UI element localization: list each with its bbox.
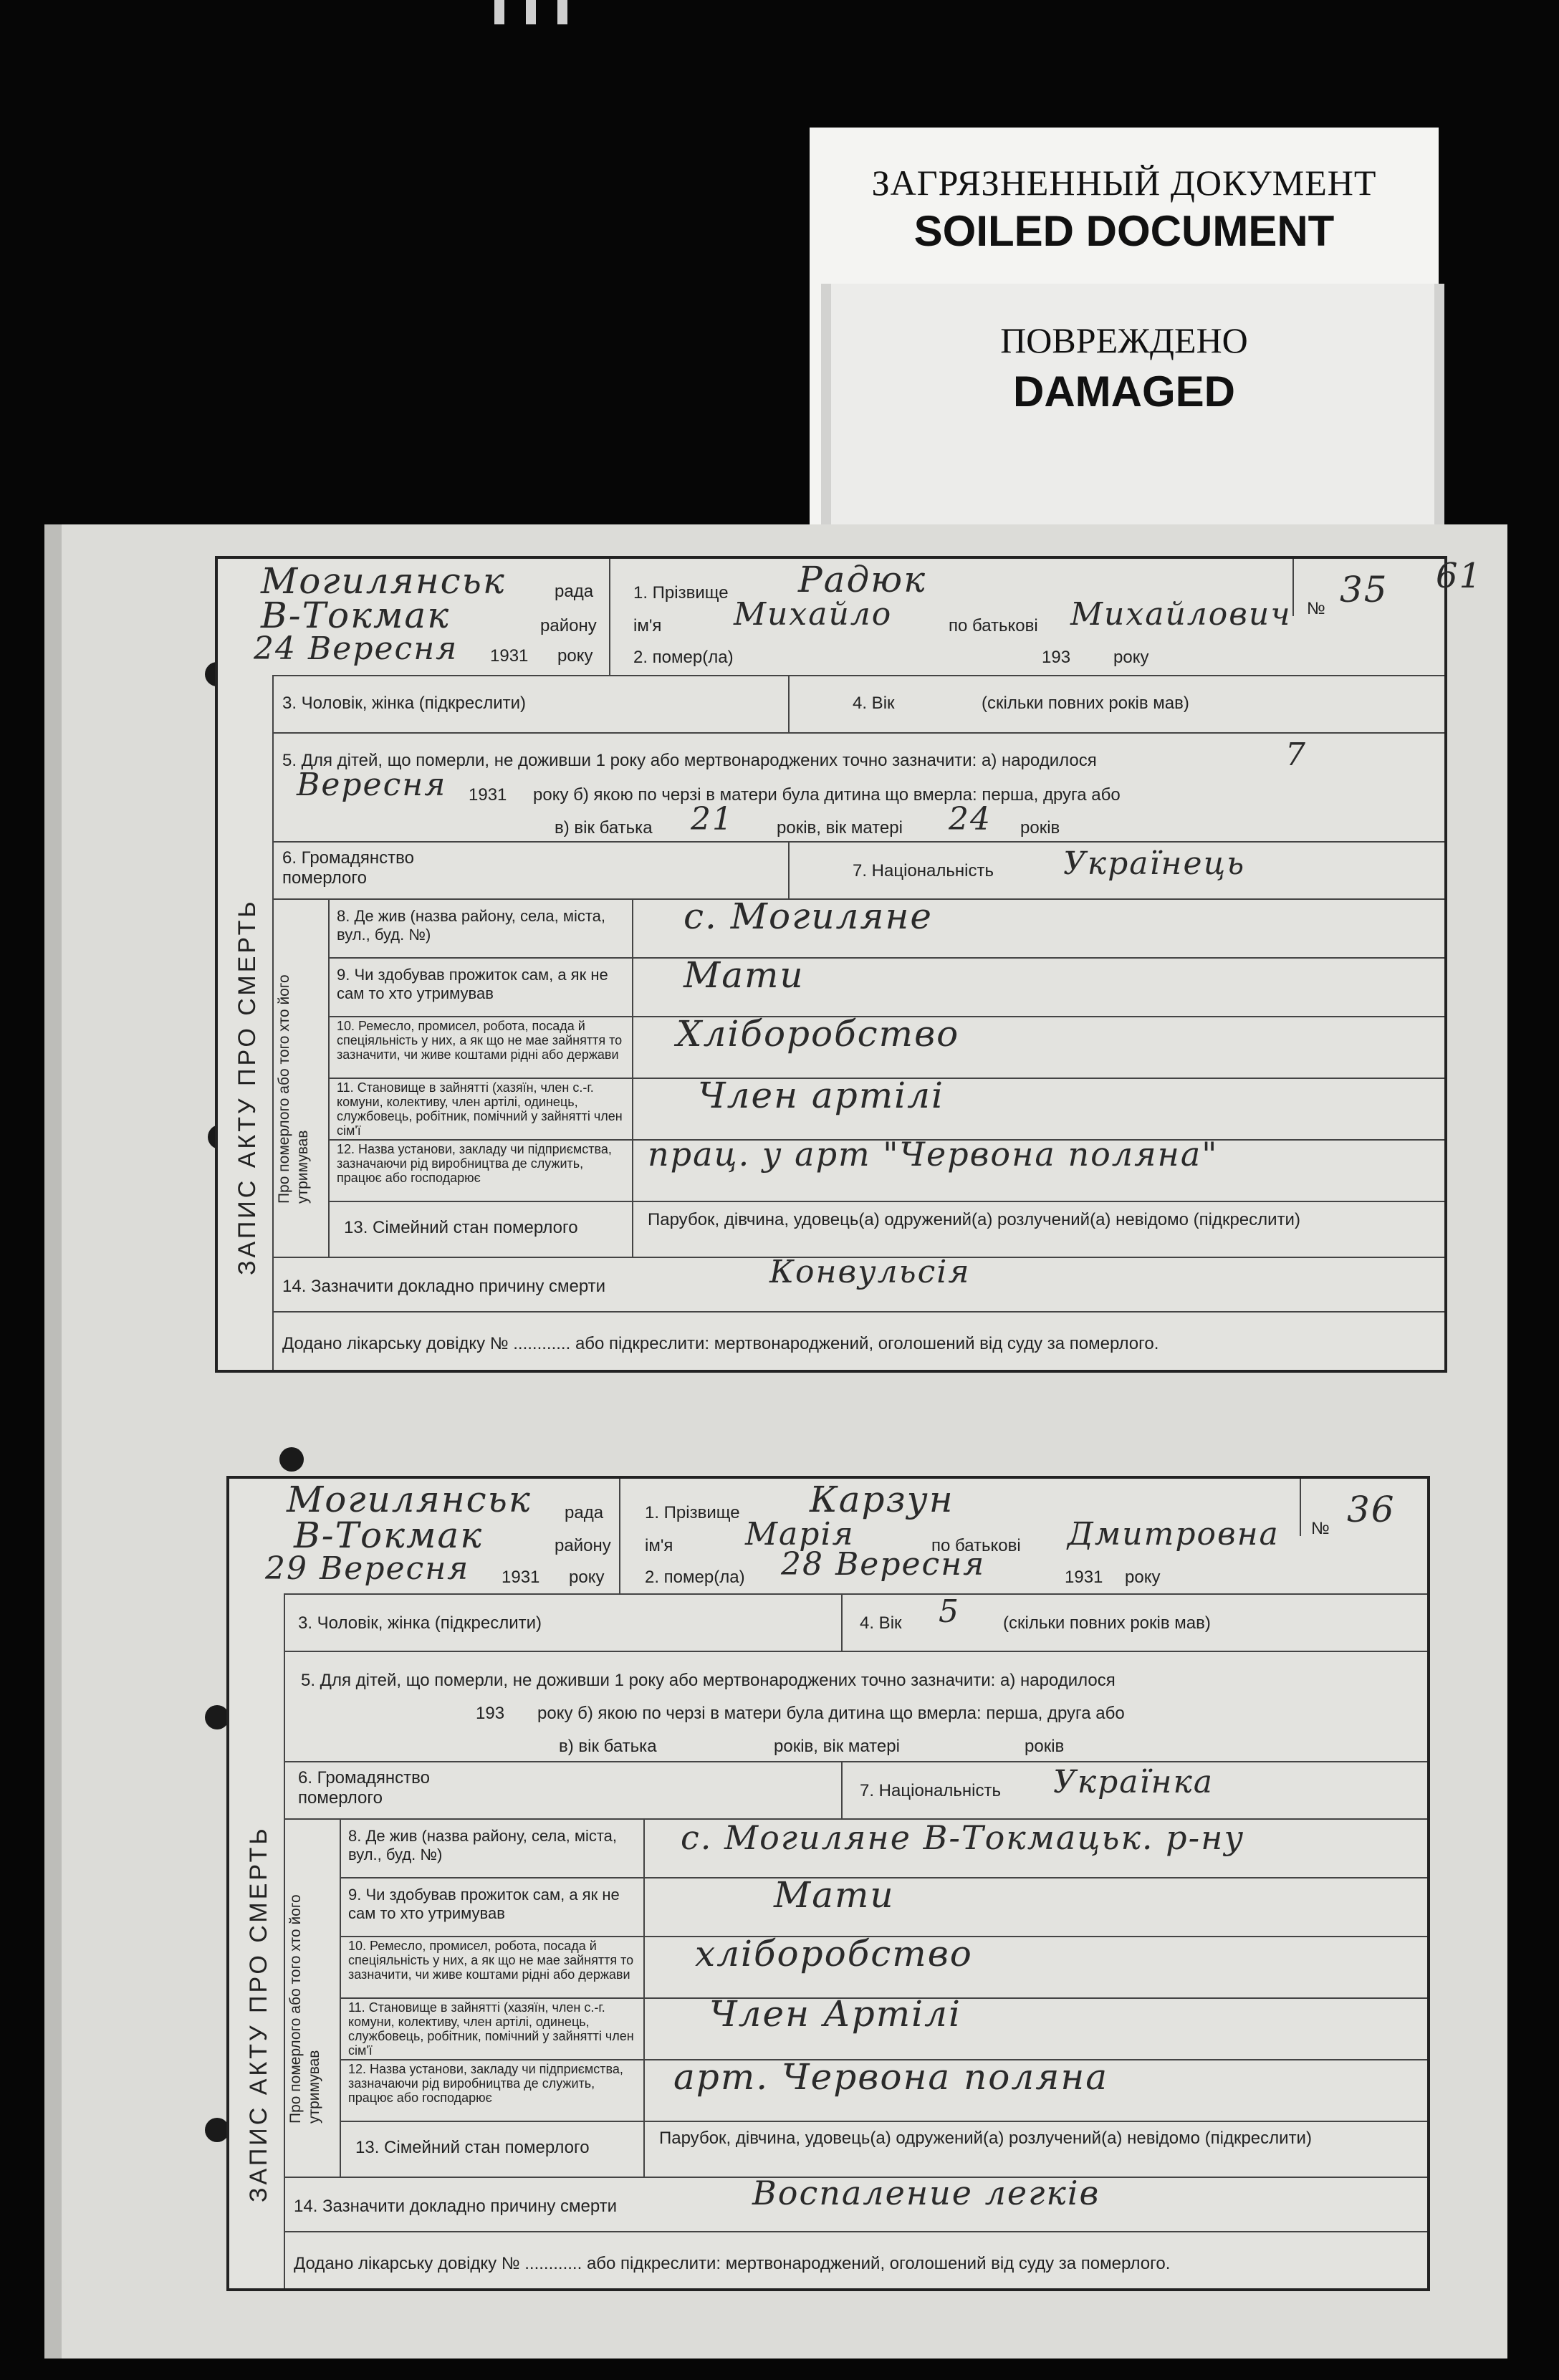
father-age: 21 <box>691 801 734 838</box>
rayon-label: району <box>555 1536 611 1555</box>
row-line <box>272 732 1444 734</box>
rayon-value: В-Токмак <box>294 1515 484 1556</box>
patronymic-value: Дмитровна <box>1068 1516 1280 1553</box>
rayon-label: району <box>540 616 597 635</box>
cell-divider <box>788 841 790 898</box>
row-line <box>272 841 1444 843</box>
row-line <box>284 1651 1427 1652</box>
cell-divider <box>841 1593 843 1651</box>
corner-number: 61 <box>1436 556 1483 596</box>
died-year: 1931 <box>1065 1568 1103 1587</box>
surname-value: Радюк <box>798 559 927 600</box>
row-line <box>272 1311 1444 1313</box>
position-label: 11. Становище в зайнятті (хазяїн, член с.-г. комуни, колективу, член артілі, одинець, службовець, робітник, помічний у зайнятті член сім'ї <box>348 2000 634 2058</box>
occupation-label: 10. Ремесло, промисел, робота, посада й спеціяльність у них, а як що не мае зайняття то зазначити, чи живе коштами рідні або держави <box>348 1939 634 1982</box>
rada-value: Могилянськ <box>287 1479 532 1520</box>
top-edge-marks <box>494 0 681 29</box>
age-suffix: (скільки повних років мав) <box>1003 1613 1211 1633</box>
born-year: 1931 <box>469 785 507 805</box>
cause-label: 14. Зазначити докладно причину смерти <box>282 1277 606 1296</box>
punch-hole <box>279 1447 304 1472</box>
notice-soiled-ru: ЗАГРЯЗНЕННЫЙ ДОКУМЕНТ <box>871 163 1377 203</box>
died-label: 2. помер(ла) <box>633 648 734 667</box>
occupation-label: 10. Ремесло, промисел, робота, посада й спеціяльність у них, а як що не мае зайняття то зазначити, чи живе коштами рідні або держави <box>337 1019 623 1062</box>
born-month: Вересня <box>297 767 447 803</box>
occupation-value: Хліборобство <box>676 1013 960 1055</box>
father-age-label: в) вік батька <box>555 818 653 838</box>
reg-year: 1931 <box>502 1568 540 1587</box>
cause-value: Воспаление легків <box>752 2174 1100 2212</box>
mother-age-label: років, вік матері <box>774 1737 900 1756</box>
workplace-value: арт. Червона поляна <box>673 2056 1109 2098</box>
surname-label: 1. Прізвище <box>645 1503 740 1522</box>
mother-age-label: років, вік матері <box>777 818 903 838</box>
record-side-title: ЗАПИС АКТУ ПРО СМЕРТЬ <box>234 898 261 1275</box>
cause-value: Конвульсія <box>769 1254 971 1290</box>
nationality-label: 7. Національність <box>860 1781 1001 1800</box>
record-number: 36 <box>1347 1489 1396 1530</box>
death-record-1 <box>215 556 1483 1373</box>
nationality-value: Українець <box>1063 845 1246 882</box>
row-line <box>328 957 1444 959</box>
sex-label: 3. Чоловік, жінка (підкреслити) <box>282 694 527 713</box>
years-label: років <box>1020 818 1060 838</box>
position-value: Член Артілі <box>709 1993 962 2035</box>
notice-damaged-ru: ПОВРЕЖДЕНО <box>1000 320 1248 360</box>
workplace-label: 12. Назва установи, закладу чи підприємства, зазначаючи рід виробництва де служить, працює або господарює <box>348 2062 623 2105</box>
infant-line1: 5. Для дітей, що померли, не доживши 1 року або мертвонароджених точно зазначити: а) народилося <box>301 1671 1116 1690</box>
occupation-value: хліборобство <box>695 1933 973 1974</box>
residence-label: 8. Де жив (назва району, села, міста, вул., буд. №) <box>337 907 606 944</box>
punch-hole <box>205 2118 229 2142</box>
nationality-label: 7. Національність <box>853 861 994 880</box>
number-divider <box>1292 559 1294 616</box>
infant-line1: 5. Для дітей, що померли, не доживши 1 року або мертвонароджених точно зазначити: а) народилося <box>282 751 1097 770</box>
rada-label: рада <box>555 582 594 601</box>
row-line <box>340 2121 1427 2122</box>
marital-options: Парубок, дівчина, удовець(а) одружений(а) розлучений(а) невідомо (підкреслити) <box>648 1210 1300 1229</box>
born-year: 193 <box>476 1704 505 1723</box>
infant-line2: року б) якою по черзі в матери була дитина що вмерла: перша, друга або <box>533 785 1121 805</box>
punch-hole <box>205 1705 229 1729</box>
name-label: ім'я <box>633 616 662 635</box>
father-age-label: в) вік батька <box>559 1737 657 1756</box>
residence-value: с. Могиляне В-Токмацьк. р-ну <box>681 1818 1245 1857</box>
soiled-damaged-notice <box>810 128 1439 529</box>
number-divider <box>1300 1479 1301 1536</box>
record-side-title: ЗАПИС АКТУ ПРО СМЕРТЬ <box>245 1825 272 2202</box>
notice-damaged-en: DAMAGED <box>1013 368 1235 416</box>
infant-line2: року б) якою по черзі в матери була дитина що вмерла: перша, друга або <box>537 1704 1125 1723</box>
died-year: 193 <box>1042 648 1071 667</box>
rada-label: рада <box>565 1503 604 1522</box>
side-divider <box>272 675 274 1370</box>
reg-year-label: року <box>557 646 593 666</box>
position-value: Член артілі <box>698 1075 944 1116</box>
support-label: 9. Чи здобував прожиток сам, а як не сам то хто утримував <box>348 1886 620 1922</box>
age-label: 4. Вік <box>853 694 895 713</box>
record-number: 35 <box>1340 569 1388 610</box>
side-group-label: Про померлого або того хто його утримував <box>287 1894 322 2124</box>
death-record-2 <box>226 1476 1430 2291</box>
residence-label: 8. Де жив (назва району, села, міста, вул., буд. №) <box>348 1827 618 1863</box>
reg-date-value: 29 Вересня <box>265 1550 470 1587</box>
footer-note: Додано лікарську довідку № ............ або підкреслити: мертвонароджений, оголошений від суду за померлого. <box>294 2254 1171 2273</box>
age-value: 5 <box>939 1593 960 1630</box>
cause-label: 14. Зазначити докладно причину смерти <box>294 2197 618 2216</box>
nationality-value: Українка <box>1053 1764 1214 1800</box>
marital-options: Парубок, дівчина, удовець(а) одружений(а) розлучений(а) невідомо (підкреслити) <box>659 2129 1312 2148</box>
cell-divider <box>788 675 790 732</box>
name-value: Михайло <box>734 596 893 633</box>
died-year-label: року <box>1125 1568 1161 1587</box>
died-label: 2. помер(ла) <box>645 1568 745 1587</box>
row-line <box>272 675 1444 676</box>
reg-year: 1931 <box>490 646 529 666</box>
residence-value: с. Могиляне <box>683 896 934 937</box>
years-label: років <box>1025 1737 1065 1756</box>
reg-date-value: 24 Вересня <box>254 630 459 667</box>
age-label: 4. Вік <box>860 1613 902 1633</box>
footer-note: Додано лікарську довідку № ............ або підкреслити: мертвонароджений, оголошений від суду за померлого. <box>282 1334 1159 1353</box>
notice-soiled-en: SOILED DOCUMENT <box>913 207 1335 255</box>
citizenship-label: 6. Громадянство померлого <box>282 848 414 888</box>
mother-age: 24 <box>949 801 992 838</box>
cell-divider <box>841 1761 843 1818</box>
support-value: Мати <box>774 1874 895 1916</box>
reg-year-label: року <box>569 1568 605 1587</box>
position-label: 11. Становище в зайнятті (хазяїн, член с.-г. комуни, колективу, член артілі, одинець, службовець, робітник, помічний у зайнятті член сім'ї <box>337 1080 623 1138</box>
header-divider <box>609 559 610 675</box>
surname-label: 1. Прізвище <box>633 583 729 603</box>
number-label: № <box>1307 599 1325 618</box>
row-line <box>284 2231 1427 2232</box>
support-value: Мати <box>683 954 805 996</box>
row-line <box>328 1201 1444 1202</box>
rayon-value: В-Токмак <box>261 595 451 636</box>
marital-label: 13. Сімейний стан померлого <box>344 1218 578 1237</box>
row-line <box>284 1593 1427 1595</box>
workplace-label: 12. Назва установи, закладу чи підприємства, зазначаючи рід виробництва де служить, працює або господарює <box>337 1142 612 1185</box>
name-value: Марія <box>745 1516 855 1553</box>
workplace-value: прац. у арт "Червона поляна" <box>648 1135 1219 1174</box>
number-label: № <box>1311 1519 1330 1538</box>
support-label: 9. Чи здобував прожиток сам, а як не сам то хто утримував <box>337 966 608 1002</box>
side-group-label: Про померлого або того хто його утримував <box>276 974 311 1204</box>
row-line <box>284 1761 1427 1762</box>
rada-value: Могилянськ <box>261 560 506 602</box>
born-day: 7 <box>1285 736 1307 773</box>
patronymic-value: Михайлович <box>1070 596 1292 633</box>
death-date-value: 28 Вересня <box>781 1546 986 1583</box>
citizenship-label: 6. Громадянство померлого <box>298 1768 430 1808</box>
patronymic-label: по батькові <box>949 616 1038 635</box>
marital-label: 13. Сімейний стан померлого <box>355 2138 590 2157</box>
side-divider <box>284 1593 285 2288</box>
surname-value: Карзун <box>810 1479 954 1520</box>
patronymic-label: по батькові <box>931 1536 1021 1555</box>
name-label: ім'я <box>645 1536 673 1555</box>
sex-label: 3. Чоловік, жінка (підкреслити) <box>298 1613 542 1633</box>
header-divider <box>619 1479 620 1593</box>
age-suffix: (скільки повних років мав) <box>982 694 1189 713</box>
died-year-label: року <box>1113 648 1149 667</box>
